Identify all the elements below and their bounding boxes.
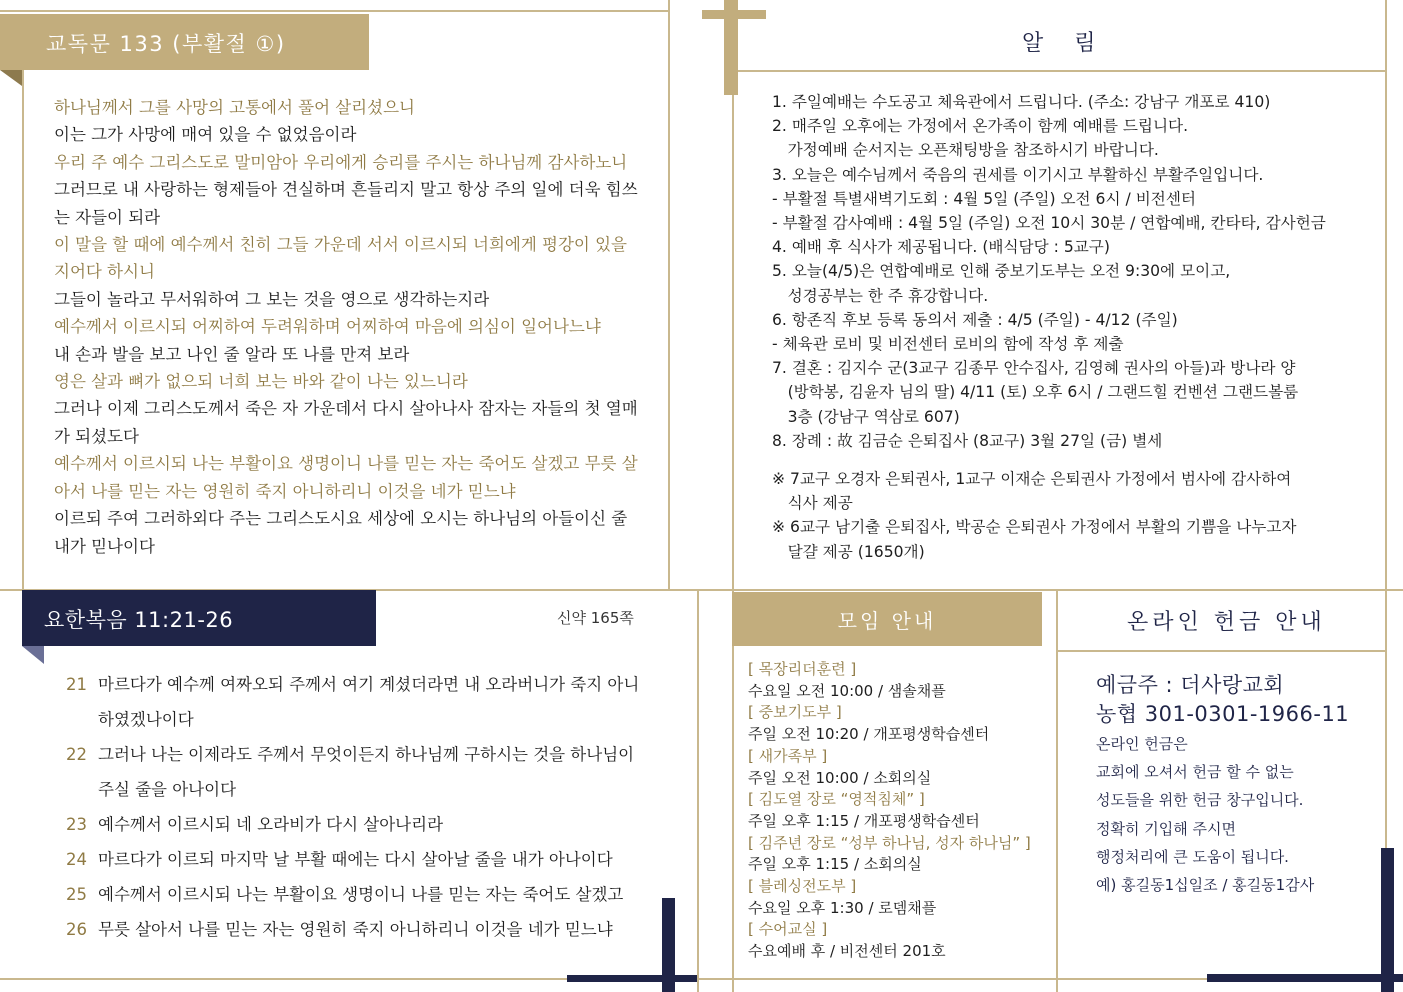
frame-center-rule-top	[668, 0, 670, 590]
reading-line-people: 내가 믿나이다	[54, 536, 155, 556]
verse-row	[66, 842, 656, 877]
reading-line-leader: 아서 나를 믿는 자는 영원히 죽지 아니하리니 이것을 네가 믿느냐	[54, 481, 516, 501]
verse-number: 23	[66, 815, 87, 834]
meeting-time-place: 주일 오전 10:20 / 개포평생학습센터	[748, 725, 990, 744]
notice-line: 달걀 제공 (1650개)	[772, 542, 925, 561]
notice-line: 6. 항존직 후보 등록 동의서 제출 : 4/5 (주일) - 4/12 (주일)	[772, 310, 1178, 329]
meeting-name: [ 김주년 장로 “성부 하나님, 성자 하나님” ]	[748, 833, 1031, 852]
notice-line: 가정예배 순서지는 오픈채팅방을 참조하시기 바랍니다.	[772, 141, 1159, 160]
online-offering-title: 온라인 헌금 안내	[1127, 610, 1326, 635]
verse-number: 24	[66, 850, 87, 869]
online-offering-title-rule	[1058, 650, 1386, 652]
meeting-name: [ 새가족부 ]	[748, 746, 828, 765]
verse-text: 예수께서 이르시되 네 오라비가 다시 살아나리라	[98, 815, 444, 834]
online-offering-line: 온라인 헌금은	[1096, 735, 1188, 753]
frame-notice-left-rule	[732, 70, 734, 590]
notice-spacer	[772, 453, 1372, 467]
notices-title: 알 림	[1022, 31, 1108, 56]
verse-number: 25	[66, 885, 87, 904]
verse-text: 마르다가 이르되 마지막 날 부활 때에는 다시 살아날 줄을 내가 아나이다	[98, 850, 613, 869]
notice-line: 7. 결혼 : 김지수 군(3교구 김종무 안수집사, 김영혜 권사의 아들)과 방나라 양	[772, 359, 1296, 378]
reading-line-people: 이르되 주여 그러하외다 주는 그리스도시요 세상에 오시는 하나님의 아들이신 줄	[54, 509, 628, 529]
reading-line-people: 이는 그가 사망에 매여 있을 수 없었음이라	[54, 125, 357, 145]
verse-number: 21	[66, 675, 87, 694]
responsive-reading-ribbon-fold	[0, 70, 22, 86]
reading-line-people: 가 되셨도다	[54, 426, 139, 446]
verse-number	[66, 772, 98, 807]
meeting-time-place: 주일 오후 1:15 / 개포평생학습센터	[748, 811, 980, 830]
notice-line: 성경공부는 한 주 휴강합니다.	[772, 286, 989, 305]
notice-line: 2. 매주일 오후에는 가정에서 온가족이 함께 예배를 드립니다.	[772, 117, 1189, 136]
online-offering-line: 정확히 기입해 주시면	[1096, 819, 1236, 838]
online-offering-line: 행정처리에 큰 도움이 됩니다.	[1096, 847, 1289, 866]
corner-ornament-horizontal-right	[1207, 974, 1403, 982]
reading-line-leader: 이 말을 할 때에 예수께서 친히 그들 가운데 서서 이르시되 너희에게 평강이 있을	[54, 235, 627, 255]
verse-row	[66, 737, 656, 772]
frame-notice-top-rule	[732, 70, 1387, 72]
meeting-name: [ 수어교실 ]	[748, 920, 828, 939]
reading-line-leader: 영은 살과 뼈가 없으되 너희 보는 바와 같이 나는 있느니라	[54, 372, 468, 392]
frame-right-rule	[1385, 0, 1387, 992]
verse-row	[66, 702, 656, 737]
frame-center-rule-bottom	[697, 590, 699, 992]
notices-list	[772, 90, 1372, 564]
corner-ornament-vertical-right	[1381, 848, 1394, 992]
notice-line: ※ 6교구 남기출 은퇴집사, 박공순 은퇴권사 가정에서 부활의 기쁨을 나누고자	[772, 518, 1297, 537]
verse-row	[66, 912, 656, 947]
notice-line: 3. 오늘은 예수님께서 죽음의 권세를 이기시고 부활하신 부활주일입니다.	[772, 165, 1264, 184]
verse-text: 그러나 나는 이제라도 주께서 무엇이든지 하나님께 구하시는 것을 하나님이	[98, 745, 635, 764]
reading-line-leader: 하나님께서 그를 사망의 고통에서 풀어 살리셨으니	[54, 98, 415, 117]
meeting-time-place: 주일 오전 10:00 / 소회의실	[748, 768, 932, 787]
reading-line-leader: 우리 주 예수 그리스도로 말미암아 우리에게 승리를 주시는 하나님께 감사하노니	[54, 152, 628, 172]
scripture-page-ref: 신약 165쪽	[557, 609, 634, 627]
scripture-title: 요한복음 11:21-26	[22, 590, 376, 646]
meetings-list	[748, 659, 1038, 963]
reading-line-people: 는 자들이 되라	[54, 207, 161, 227]
reading-line-people: 그러나 이제 그리스도께서 죽은 자 가운데서 다시 살아나사 잠자는 자들의 첫 열매	[54, 399, 638, 419]
reading-line-people: 내 손과 발을 보고 나인 줄 알라 또 나를 만져 보라	[54, 344, 410, 364]
verse-number	[66, 702, 98, 737]
corner-ornament-horizontal-left	[567, 975, 697, 982]
verse-text: 주실 줄을 아나이다	[98, 780, 237, 799]
responsive-reading-body	[54, 94, 654, 560]
reading-line-people: 그러므로 내 사랑하는 형제들아 견실하며 흔들리지 말고 항상 주의 일에 더욱 힘쓰	[54, 180, 638, 200]
notice-line: 5. 오늘(4/5)은 연합예배로 인해 중보기도부는 오전 9:30에 모이고,	[772, 262, 1231, 281]
verse-row	[66, 807, 656, 842]
reading-line-leader: 예수께서 이르시되 나는 부활이요 생명이니 나를 믿는 자는 죽어도 살겠고 무릇 살	[54, 454, 638, 474]
online-offering-line: 교회에 오셔서 헌금 할 수 없는	[1096, 763, 1294, 782]
notice-line: 4. 예배 후 식사가 제공됩니다. (배식담당 : 5교구)	[772, 238, 1110, 257]
meeting-time-place: 수요일 오전 10:00 / 샘솔채플	[748, 681, 946, 700]
reading-line-leader: 지어다 하시니	[54, 262, 155, 282]
meeting-time-place: 수요일 오후 1:30 / 로뎀채플	[748, 898, 937, 917]
notice-line: 3층 (강남구 역삼로 607)	[772, 407, 960, 426]
notice-line: 8. 장례 : 故 김금순 은퇴집사 (8교구) 3월 27일 (금) 별세	[772, 431, 1163, 450]
verse-row	[66, 667, 656, 702]
meeting-time-place: 수요예배 후 / 비전센터 201호	[748, 942, 946, 961]
frame-meet-left-rule	[732, 590, 734, 992]
verse-number: 22	[66, 745, 87, 764]
cross-ornament-horizontal	[702, 10, 766, 19]
verse-text: 하였겠나이다	[98, 710, 194, 729]
meeting-name: [ 블레싱전도부 ]	[748, 877, 857, 896]
reading-line-people: 그들이 놀라고 무서워하여 그 보는 것을 영으로 생각하는지라	[54, 289, 490, 309]
online-offering-line: 예) 홍길동1십일조 / 홍길동1감사	[1096, 876, 1315, 895]
meeting-name: [ 목장리더훈련 ]	[748, 660, 857, 678]
notice-line: (방학봉, 김윤자 님의 딸) 4/11 (토) 오후 6시 / 그랜드힐 컨벤션 그랜드볼룸	[772, 383, 1299, 402]
frame-top-left-rule	[0, 10, 668, 12]
account-holder: 예금주 : 더사랑교회	[1096, 673, 1285, 697]
verse-row	[66, 772, 656, 807]
verse-number: 26	[66, 920, 87, 939]
verse-text: 마르다가 예수께 여짜오되 주께서 여기 계셨더라면 내 오라버니가 죽지 아니	[98, 675, 640, 694]
reading-line-leader: 예수께서 이르시되 어찌하여 두려워하며 어찌하여 마음에 의심이 일어나느냐	[54, 317, 601, 337]
verse-row	[66, 877, 656, 912]
verse-text: 무릇 살아서 나를 믿는 자는 영원히 죽지 아니하리니 이것을 네가 믿느냐	[98, 920, 613, 939]
notice-line: - 부활절 특별새벽기도회 : 4월 5일 (주일) 오전 6시 / 비전센터	[772, 189, 1196, 208]
meeting-name: [ 김도열 장로 “영적침체” ]	[748, 790, 925, 809]
responsive-reading-title: 교독문 133 (부활절 ①)	[0, 14, 369, 70]
meeting-name: [ 중보기도부 ]	[748, 703, 842, 722]
scripture-verses	[66, 667, 656, 947]
notice-line: 1. 주일예배는 수도공고 체육관에서 드립니다. (주소: 강남구 개포로 410)	[772, 93, 1271, 111]
meetings-title: 모임 안내	[732, 592, 1042, 646]
account-number: 농협 301-0301-1966-11	[1096, 702, 1350, 726]
verse-text: 예수께서 이르시되 나는 부활이요 생명이니 나를 믿는 자는 죽어도 살겠고	[98, 885, 624, 904]
meeting-time-place: 주일 오후 1:15 / 소회의실	[748, 855, 922, 874]
online-offering-text	[1096, 730, 1376, 899]
notice-line: - 부활절 감사예배 : 4월 5일 (주일) 오전 10시 30분 / 연합예배, 칸타타, 감사헌금	[772, 214, 1326, 233]
frame-left-rule	[22, 70, 24, 590]
notice-line: 식사 제공	[772, 494, 853, 513]
notice-line: - 체육관 로비 및 비전센터 로비의 함에 작성 후 제출	[772, 335, 1124, 354]
online-offering-line: 성도들을 위한 헌금 창구입니다.	[1096, 791, 1304, 810]
notice-line: ※ 7교구 오경자 은퇴권사, 1교구 이재순 은퇴권사 가정에서 범사에 감사하여	[772, 470, 1292, 489]
scripture-ribbon-fold	[22, 646, 44, 664]
